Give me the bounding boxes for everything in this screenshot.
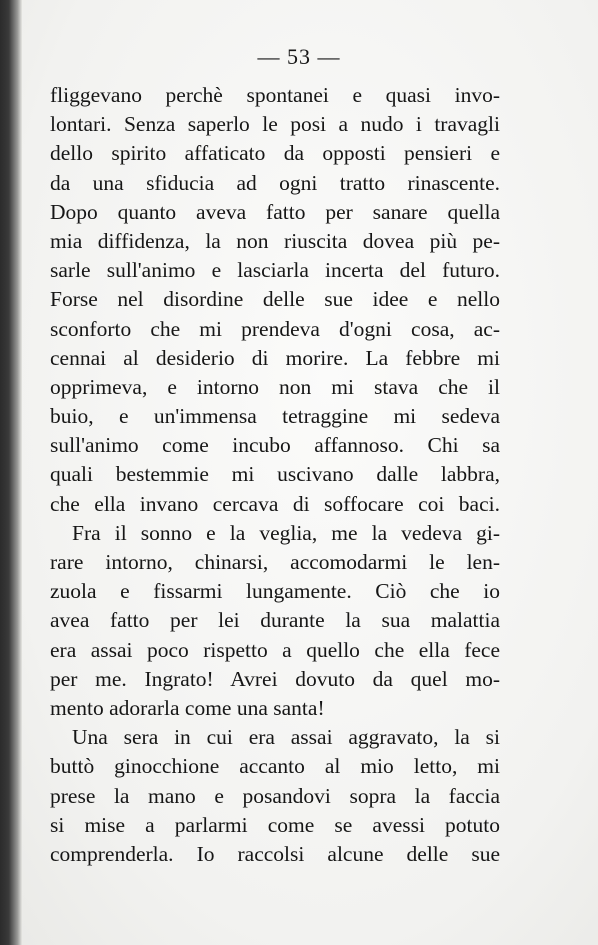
text-line: Dopo quanto aveva fatto per sanare quella	[50, 199, 500, 224]
text-line: buio, e un'immensa tetraggine mi sedeva	[50, 404, 500, 429]
text-line: per me. Ingrato! Avrei dovuto da quel mo-	[50, 666, 500, 691]
text-line: Fra il sonno e la veglia, me la vedeva gi-	[72, 520, 500, 545]
book-spine-shadow	[0, 0, 22, 945]
text-line: sconforto che mi prendeva d'ogni cosa, ac-	[50, 316, 500, 341]
text-line: Forse nel disordine delle sue idee e nello	[50, 287, 500, 312]
text-line: che ella invano cercava di soffocare coi baci.	[50, 491, 500, 516]
text-line: buttò ginocchione accanto al mio letto, mi	[50, 754, 500, 779]
text-line: da una sfiducia ad ogni tratto rinascente.	[50, 170, 500, 195]
text-line: sull'animo come incubo affannoso. Chi sa	[50, 433, 500, 458]
text-line: comprenderla. Io raccolsi alcune delle sue	[50, 841, 500, 866]
text-line: sarle sull'animo e lasciarla incerta del futuro.	[50, 258, 500, 283]
text-line: prese la mano e posandovi sopra la faccia	[50, 783, 500, 808]
text-line: avea fatto per lei durante la sua malattia	[50, 608, 500, 633]
text-line: quali bestemmie mi uscivano dalle labbra,	[50, 462, 500, 487]
text-line: cennai al desiderio di morire. La febbre mi	[50, 345, 500, 370]
text-line: mento adorarla come una santa!	[50, 695, 325, 720]
text-line: Una sera in cui era assai aggravato, la si	[72, 725, 500, 750]
text-line: mia diffidenza, la non riuscita dovea più pe-	[50, 228, 500, 253]
text-line: rare intorno, chinarsi, accomodarmi le len-	[50, 550, 500, 574]
text-line: zuola e fissarmi lungamente. Ciò che io	[50, 579, 500, 604]
text-line: opprimeva, e intorno non mi stava che il	[50, 374, 500, 399]
body-text	[50, 81, 500, 869]
text-line: dello spirito affaticato da opposti pensieri e	[50, 141, 500, 166]
text-line: fliggevano perchè spontanei e quasi invo-	[50, 83, 500, 107]
page-number: — 53 —	[257, 44, 341, 69]
text-line: lontari. Senza saperlo le posi a nudo i travagli	[50, 112, 500, 137]
text-line: si mise a parlarmi come se avessi potuto	[50, 812, 500, 837]
text-line: era assai poco rispetto a quello che ella fece	[50, 637, 500, 662]
